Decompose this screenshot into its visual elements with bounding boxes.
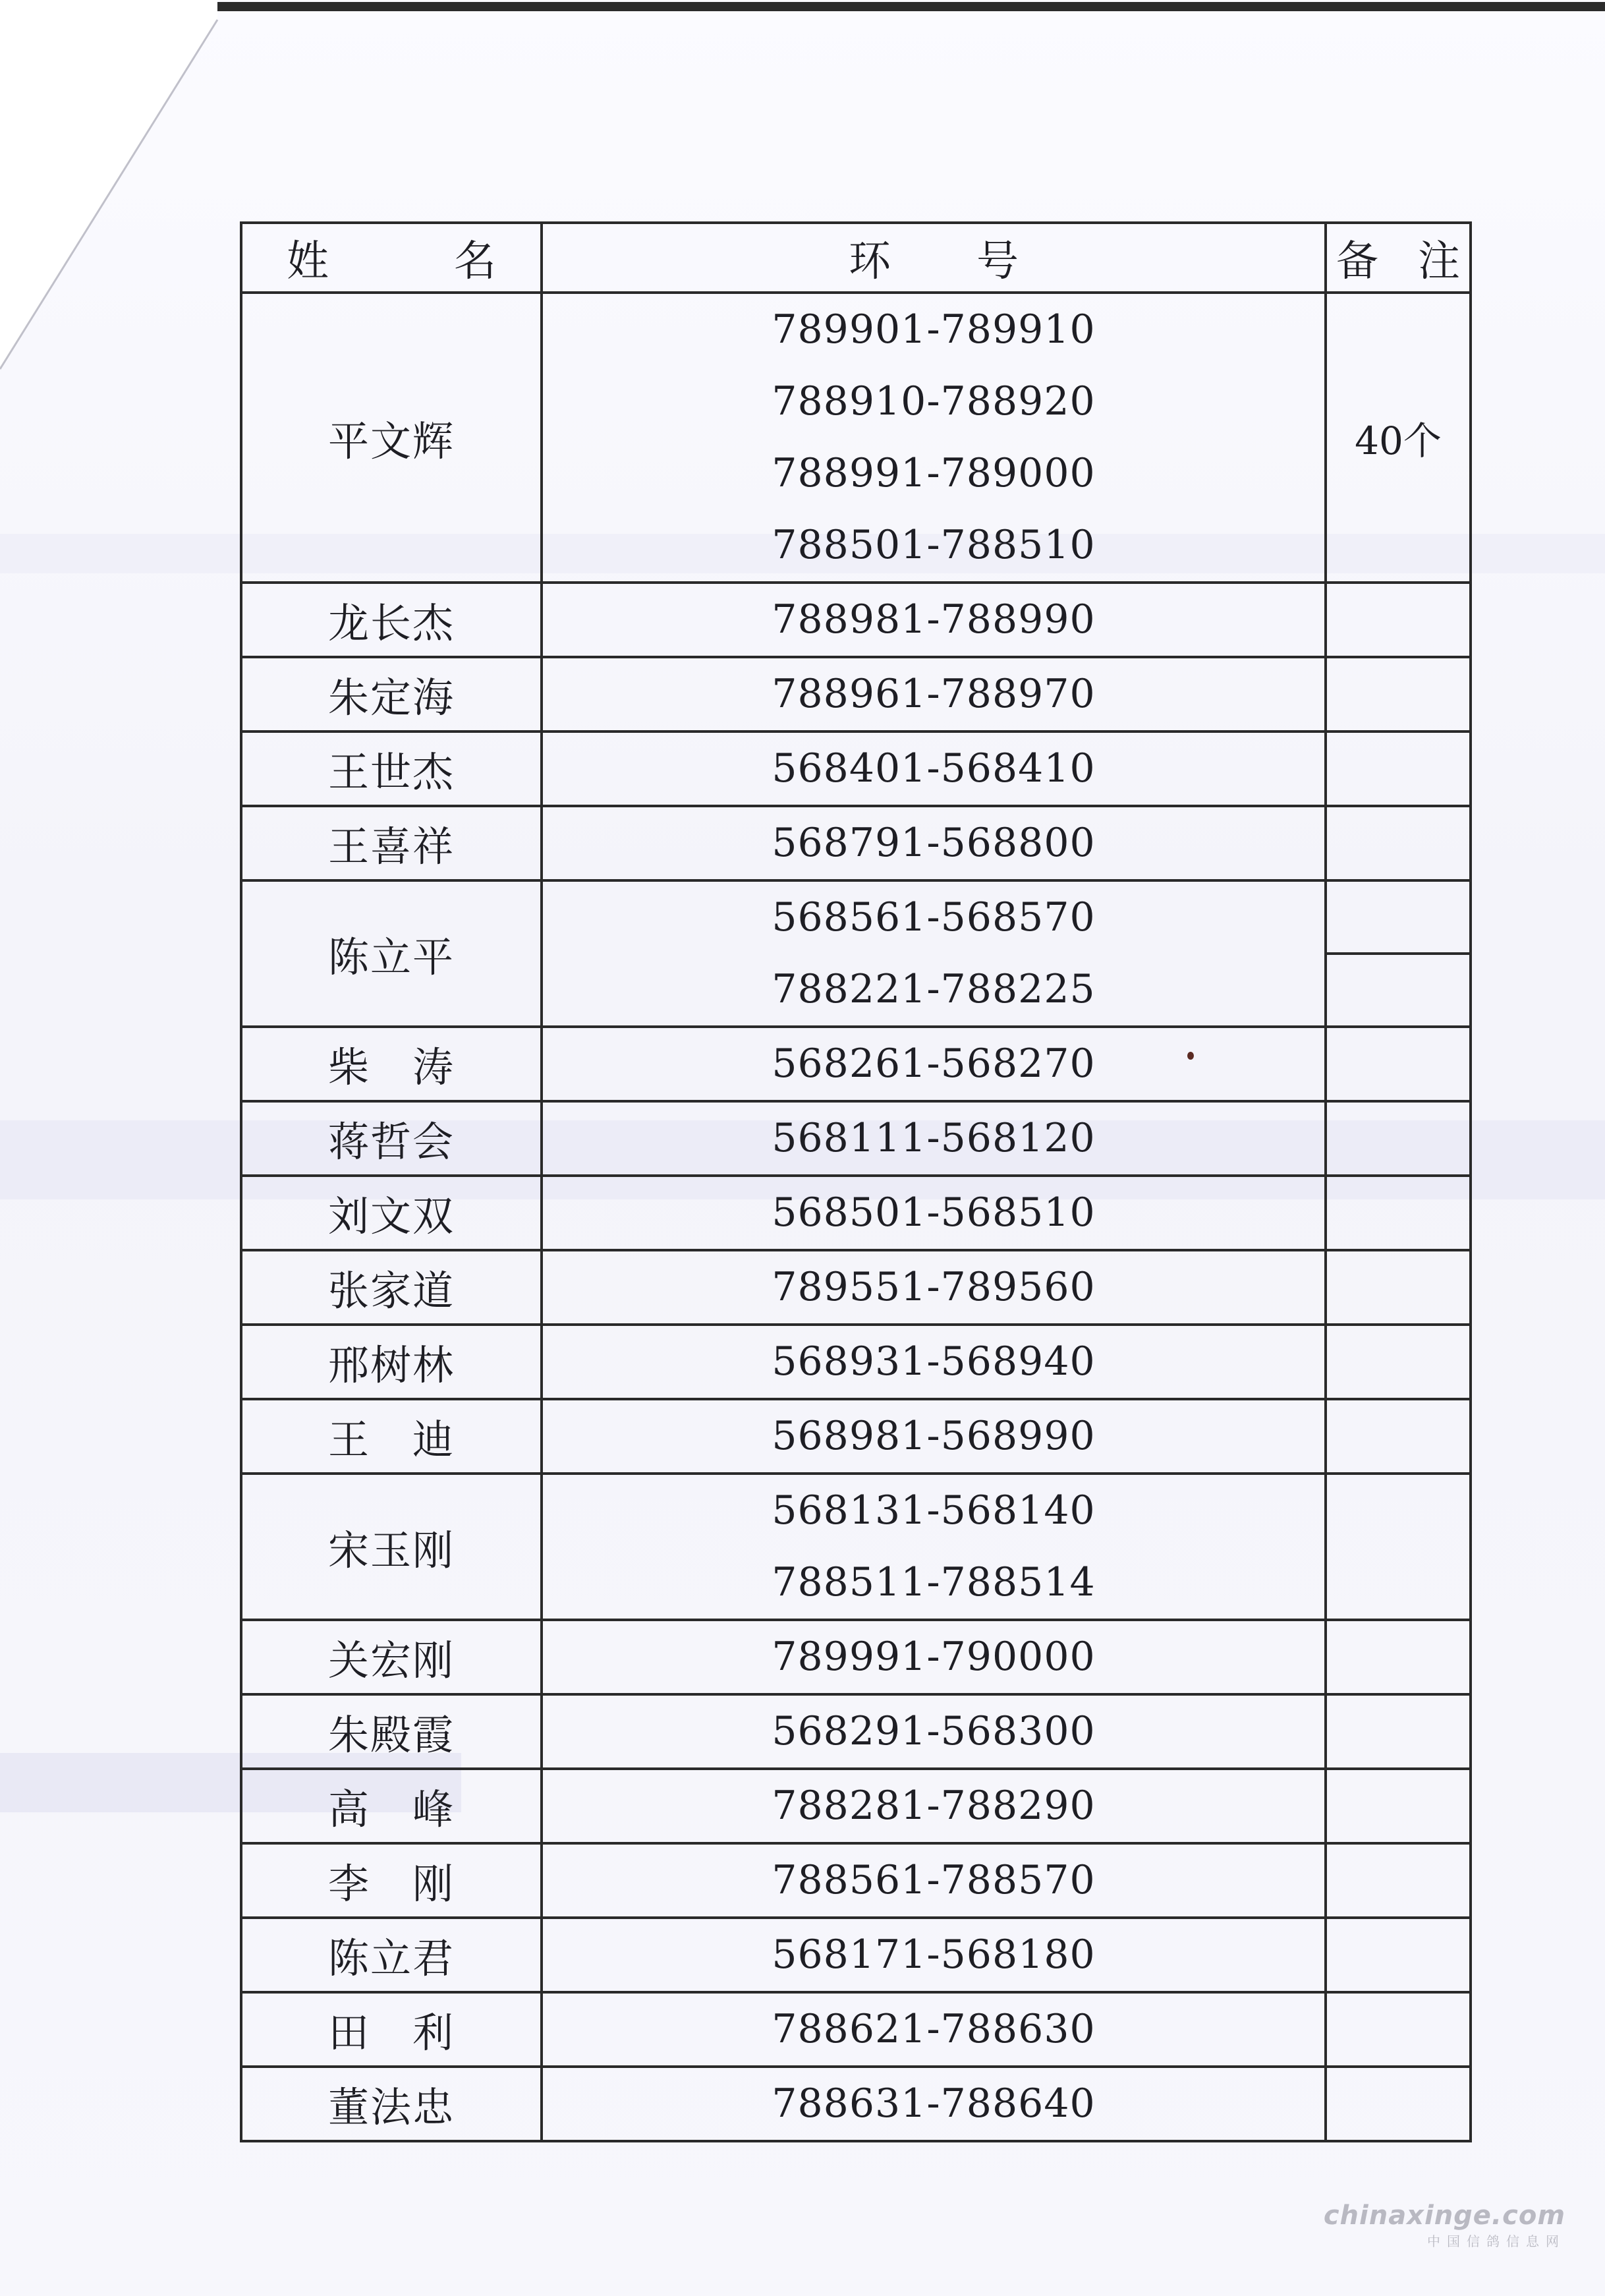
note-cell (1326, 880, 1471, 1027)
ring-range: 788561-788570 (772, 1857, 1096, 1903)
table-row (241, 1694, 1471, 1769)
ring-range: 788511-788514 (772, 1559, 1096, 1605)
note-cell (1326, 1843, 1471, 1918)
table-body (241, 293, 1471, 2141)
member-name: 董法忠 (241, 2067, 542, 2141)
note-cell (1326, 732, 1471, 806)
table-row (241, 1027, 1471, 1101)
ring-range: 568171-568180 (772, 1932, 1096, 1978)
ring-range: 789901-789910 (772, 306, 1096, 353)
ring-range-cell (542, 1694, 1326, 1769)
table-row (241, 732, 1471, 806)
header-name-char-1: 姓 (287, 237, 329, 286)
member-name: 龙长杰 (241, 583, 542, 657)
ring-range-cell (542, 1474, 1326, 1620)
note-cell (1326, 1769, 1471, 1843)
note-cell (1326, 1694, 1471, 1769)
table-row (241, 2067, 1471, 2141)
table-row (241, 293, 1471, 583)
ring-range: 788961-788970 (772, 671, 1096, 717)
member-name: 柴 涛 (241, 1027, 542, 1101)
header-note (1326, 223, 1471, 293)
note-cell (1326, 657, 1471, 732)
header-note-char-2: 注 (1418, 237, 1460, 286)
ring-range-cell (542, 1399, 1326, 1474)
ring-range-cell (542, 1176, 1326, 1250)
table-row (241, 657, 1471, 732)
ring-range-cell (542, 657, 1326, 732)
table-row (241, 1325, 1471, 1399)
header-ring-char-2: 号 (976, 237, 1019, 286)
note-cell (1326, 2067, 1471, 2141)
ring-range-cell (542, 1918, 1326, 1992)
table-row (241, 1474, 1471, 1620)
member-name: 王 迪 (241, 1399, 542, 1474)
ring-range-cell (542, 1101, 1326, 1176)
member-name: 陈立君 (241, 1918, 542, 1992)
note-cell (1326, 1176, 1471, 1250)
table-row (241, 1176, 1471, 1250)
header-name (241, 223, 542, 293)
site-watermark (1324, 2200, 1565, 2250)
table-row (241, 1399, 1471, 1474)
ring-range: 568981-568990 (772, 1413, 1096, 1459)
note-cell (1326, 583, 1471, 657)
ring-range: 788281-788290 (772, 1783, 1096, 1829)
ring-range-cell (542, 806, 1326, 880)
ring-range: 568501-568510 (772, 1190, 1096, 1236)
note-cell (1326, 1918, 1471, 1992)
ring-range: 568791-568800 (772, 820, 1096, 866)
ring-range: 568401-568410 (772, 745, 1096, 791)
note-cell (1326, 1325, 1471, 1399)
table-header-row (241, 223, 1471, 293)
note-cell (1326, 1620, 1471, 1694)
ring-range: 789991-790000 (772, 1634, 1096, 1680)
watermark-domain: chinaxinge.com (1323, 2200, 1565, 2231)
ring-range-cell (542, 293, 1326, 583)
header-ring (542, 223, 1326, 293)
ring-number-table (240, 221, 1472, 2142)
ring-range-cell (542, 1250, 1326, 1325)
member-name: 邢树林 (241, 1325, 542, 1399)
ring-range-cell (542, 1620, 1326, 1694)
ring-range-cell (542, 2067, 1326, 2141)
member-name: 刘文双 (241, 1176, 542, 1250)
note-split-bottom (1327, 955, 1469, 1025)
ring-range: 788621-788630 (772, 2006, 1096, 2052)
member-name: 朱殿霞 (241, 1694, 542, 1769)
header-ring-char-1: 环 (849, 237, 891, 286)
ring-range: 568561-568570 (772, 894, 1096, 940)
ring-range: 568261-568270 (772, 1041, 1096, 1087)
member-name: 王世杰 (241, 732, 542, 806)
ring-range-cell (542, 1769, 1326, 1843)
ring-range: 568931-568940 (772, 1338, 1096, 1385)
table-row (241, 1843, 1471, 1918)
ring-range: 788221-788225 (772, 966, 1096, 1012)
member-name: 李 刚 (241, 1843, 542, 1918)
member-name: 朱定海 (241, 657, 542, 732)
note-cell (1326, 1250, 1471, 1325)
note-cell (1326, 1101, 1471, 1176)
member-name: 田 利 (241, 1992, 542, 2067)
ring-range: 788501-788510 (772, 522, 1096, 568)
table-row (241, 1918, 1471, 1992)
table-row (241, 806, 1471, 880)
ring-range-cell (542, 1325, 1326, 1399)
table-row (241, 1101, 1471, 1176)
member-name: 陈立平 (241, 880, 542, 1027)
ring-range-cell (542, 732, 1326, 806)
note-split (1327, 882, 1469, 1025)
ring-range: 789551-789560 (772, 1264, 1096, 1310)
table-row (241, 1250, 1471, 1325)
ring-range: 788991-789000 (772, 450, 1096, 496)
member-name: 宋玉刚 (241, 1474, 542, 1620)
table-row (241, 880, 1471, 1027)
table-row (241, 1992, 1471, 2067)
member-name: 关宏刚 (241, 1620, 542, 1694)
header-name-char-2: 名 (454, 237, 496, 286)
member-name: 张家道 (241, 1250, 542, 1325)
ring-range: 568111-568120 (772, 1115, 1096, 1161)
header-note-char-1: 备 (1336, 237, 1378, 286)
member-name: 平文辉 (241, 293, 542, 583)
ring-range-cell (542, 880, 1326, 1027)
note-cell: 40个 (1326, 293, 1471, 583)
watermark-site-name: 中国信鸽信息网 (1427, 2233, 1565, 2249)
member-name: 王喜祥 (241, 806, 542, 880)
note-split-top (1327, 882, 1469, 955)
ring-range: 788631-788640 (772, 2081, 1096, 2127)
member-name: 蒋哲会 (241, 1101, 542, 1176)
table-row (241, 1620, 1471, 1694)
ring-range: 788910-788920 (772, 378, 1096, 424)
ring-range-cell (542, 1027, 1326, 1101)
ring-range-cell (542, 1992, 1326, 2067)
ring-range-cell (542, 1843, 1326, 1918)
table-row (241, 583, 1471, 657)
note-cell (1326, 806, 1471, 880)
note-cell (1326, 1399, 1471, 1474)
member-name: 高 峰 (241, 1769, 542, 1843)
table-row (241, 1769, 1471, 1843)
note-cell (1326, 1027, 1471, 1101)
ring-range: 568131-568140 (772, 1487, 1096, 1534)
ring-range-cell (542, 583, 1326, 657)
note-cell (1326, 1992, 1471, 2067)
note-cell (1326, 1474, 1471, 1620)
ring-range: 568291-568300 (772, 1708, 1096, 1754)
ring-range: 788981-788990 (772, 596, 1096, 643)
